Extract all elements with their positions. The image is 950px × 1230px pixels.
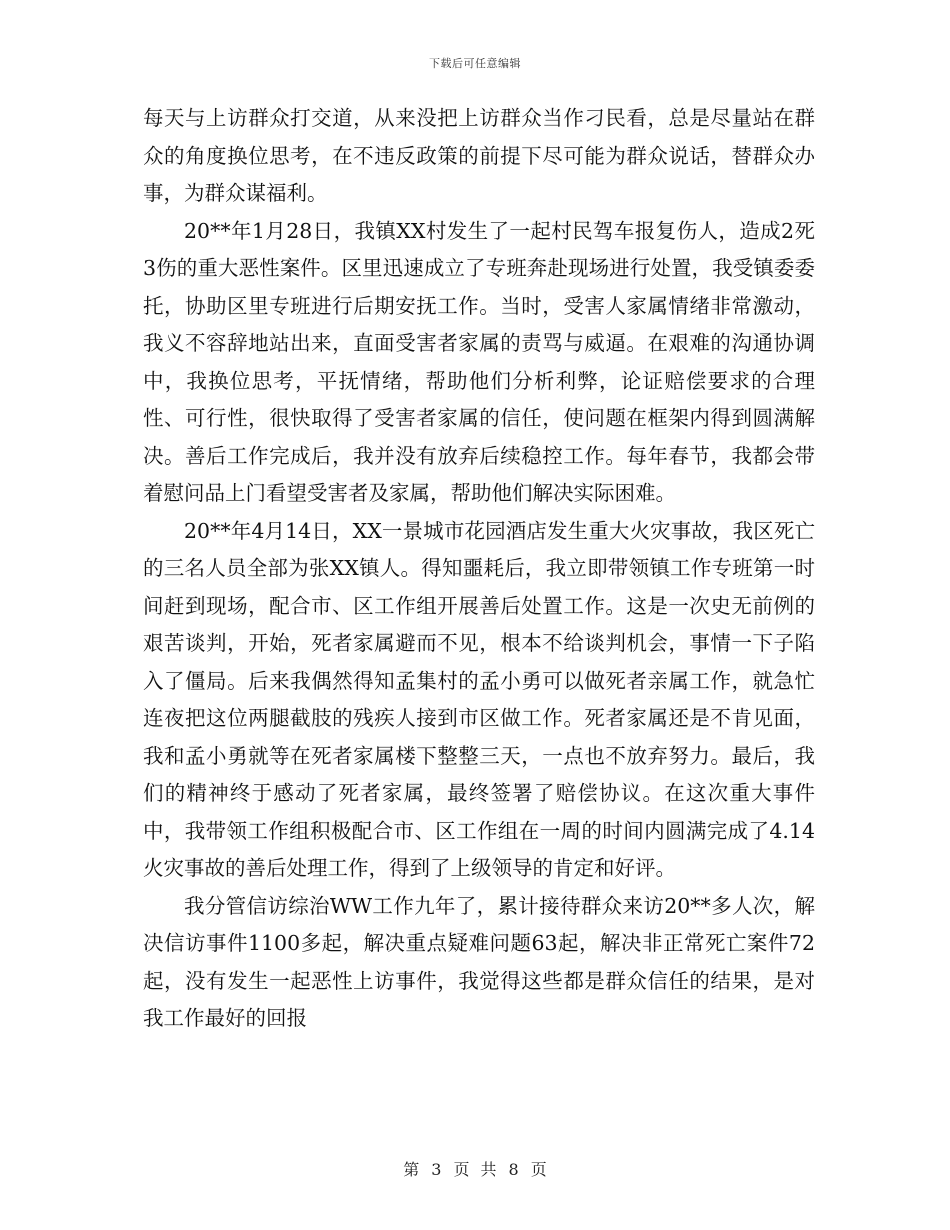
header-note: 下载后可任意编辑 [429, 57, 521, 70]
page-middle: 页 共 [453, 1160, 497, 1179]
paragraph-3: 20**年4月14日，XX一景城市花园酒店发生重大火灾事故，我区死亡的三名人员全部为张XX镇人。得知噩耗后，我立即带领镇工作专班第一时间赶到现场，配合市、区工作组开展善后处置工作。这是一次史无前例的艰苦谈判，开始，死者家属避而不见，根本不给谈判机会，事情一下子陷入了僵局。后来我偶然得知孟集村的孟小勇可以做死者亲属工作，就急忙连夜把这位两腿截肢的残疾人接到市区做工作。死者家属还是不肯见面，我和孟小勇就等在死者家属楼下整整三天，一点也不放弃努力。最后，我们的精神终于感动了死者家属，最终签署了赔偿协议。在这次重大事件中，我带领工作组积极配合市、区工作组在一周的时间内圆满完成了4.14火灾事故的善后处理工作，得到了上级领导的肯定和好评。 [143, 518, 815, 880]
page-suffix: 页 [530, 1160, 547, 1179]
paragraph-4: 我分管信访综治WW工作九年了，累计接待群众来访20**多人次，解决信访事件1100多起，解决重点疑难问题63起，解决非正常死亡案件72起，没有发生一起恶性上访事件，我觉得这些都是群众信任的结果，是对我工作最好的回报 [143, 893, 815, 1030]
paragraph-1: 每天与上访群众打交道，从来没把上访群众当作刁民看，总是尽量站在群众的角度换位思考，在不违反政策的前提下尽可能为群众说话，替群众办事，为群众谋福利。 [143, 106, 815, 205]
paragraph-2: 20**年1月28日，我镇XX村发生了一起村民驾车报复伤人，造成2死3伤的重大恶性案件。区里迅速成立了专班奔赴现场进行处置，我受镇委委托，协助区里专班进行后期安抚工作。当时，受害人家属情绪非常激动，我义不容辞地站出来，直面受害者家属的责骂与威逼。在艰难的沟通协调中，我换位思考，平抚情绪，帮助他们分析利弊，论证赔偿要求的合理性、可行性，很快取得了受害者家属的信任，使问题在框架内得到圆满解决。善后工作完成后，我并没有放弃后续稳控工作。每年春节，我都会带着慰问品上门看望受害者及家属，帮助他们解决实际困难。 [143, 218, 815, 505]
page-number-footer [0, 1157, 950, 1180]
total-pages-number: 8 [508, 1160, 519, 1179]
page-prefix: 第 [403, 1160, 420, 1179]
body-text [143, 100, 815, 1038]
current-page-number: 3 [431, 1160, 442, 1179]
